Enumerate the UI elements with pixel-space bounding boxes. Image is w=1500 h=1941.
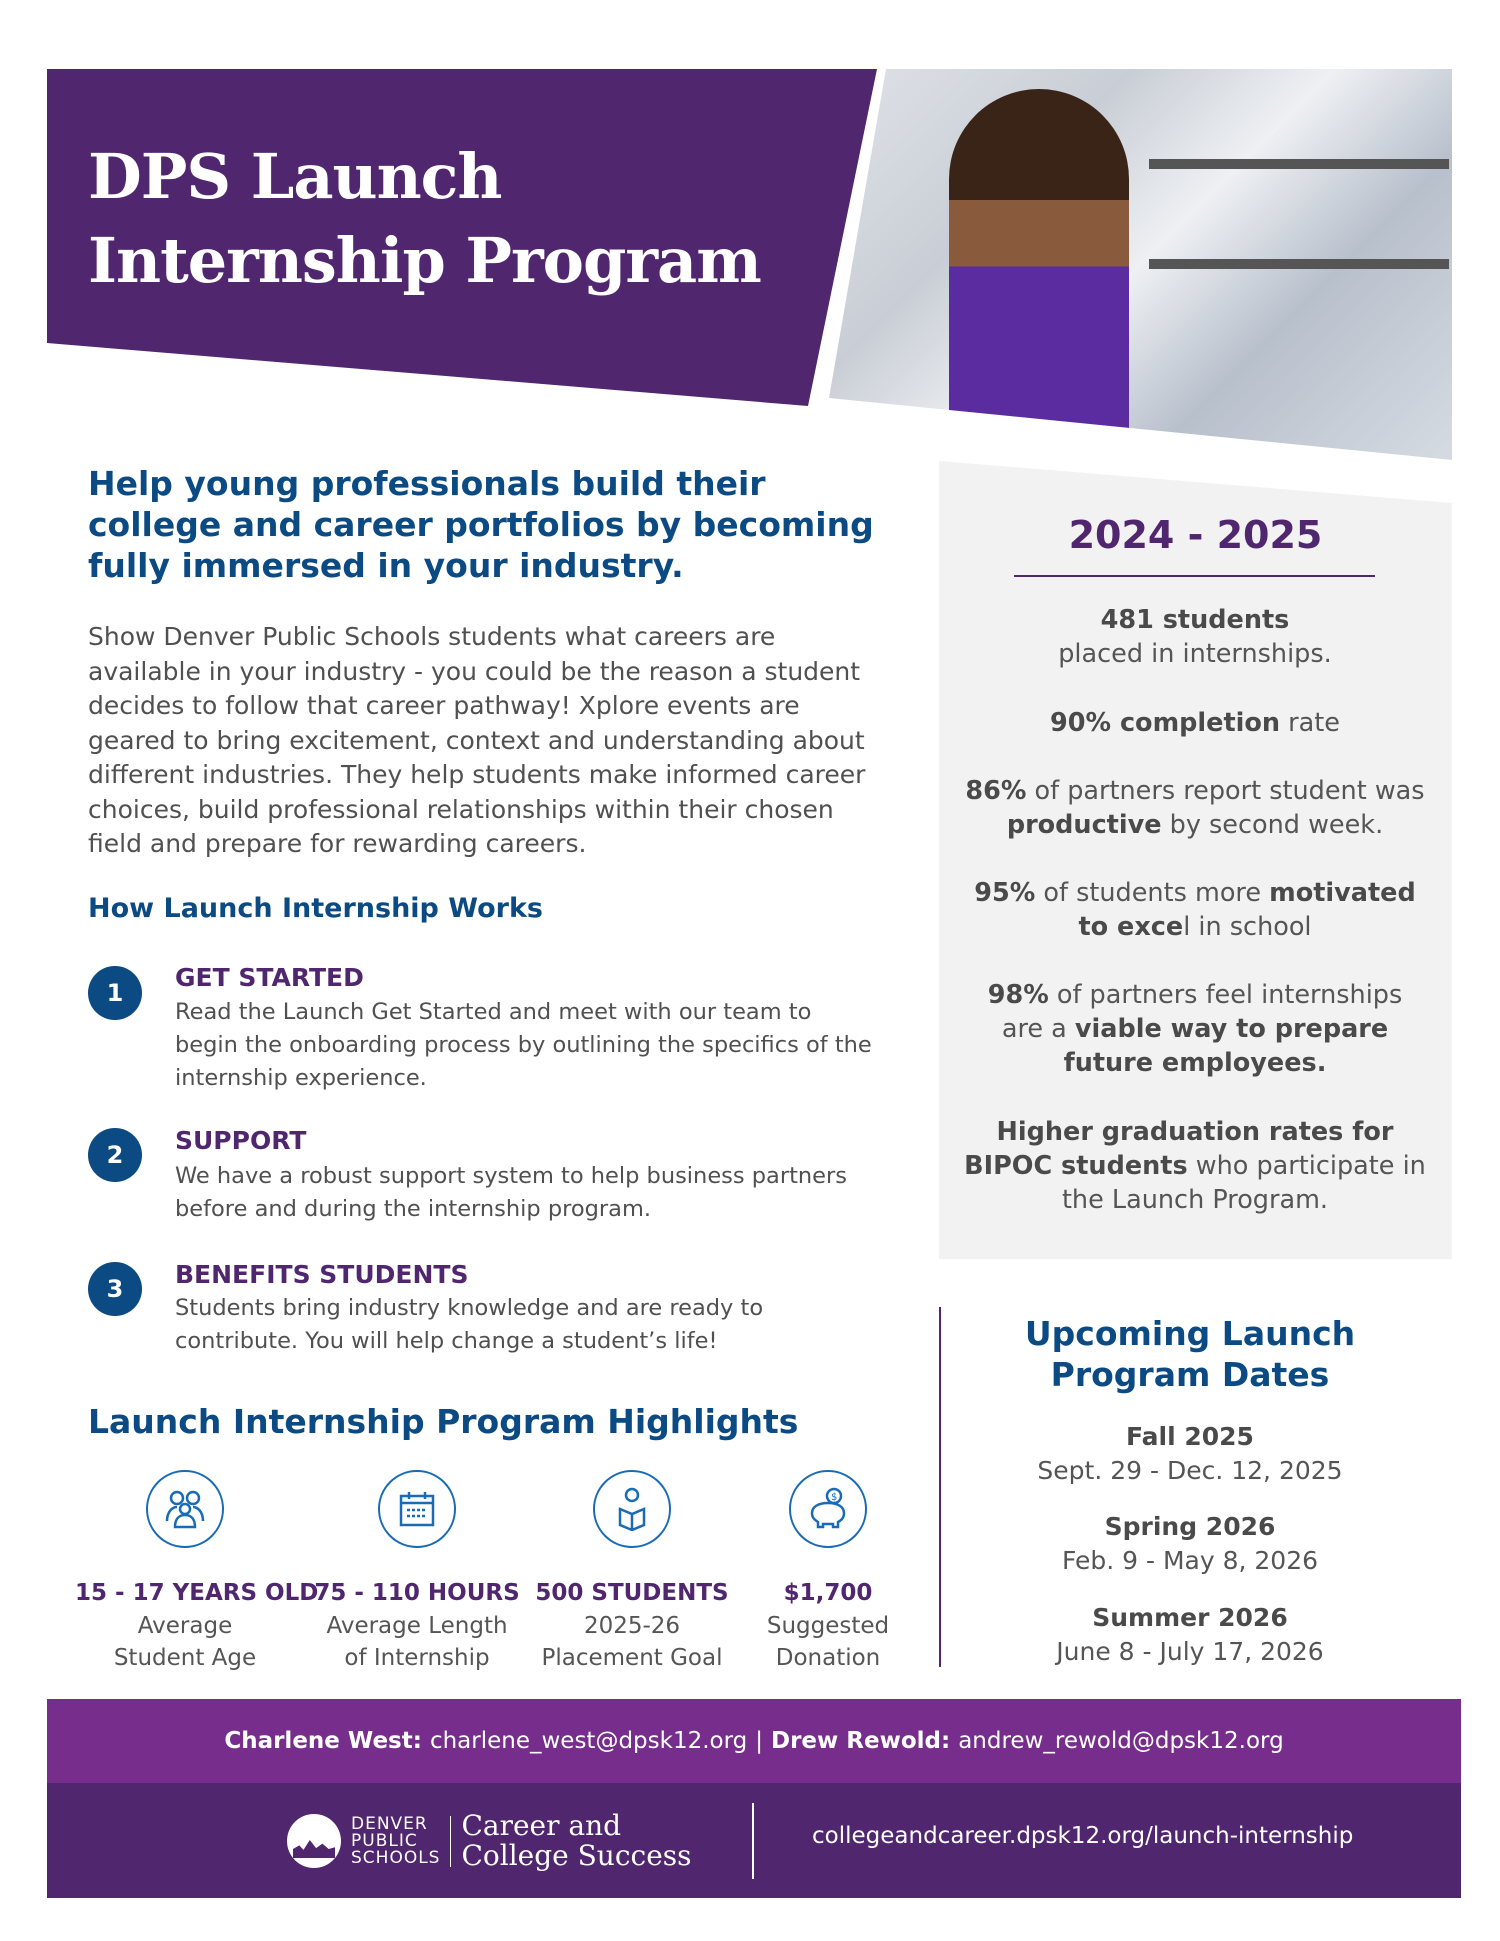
step-title: SUPPORT <box>175 1126 307 1155</box>
step-number: 2 <box>88 1128 142 1182</box>
page-title <box>88 135 761 303</box>
piggy-bank-icon <box>789 1470 867 1548</box>
separator: | <box>755 1728 763 1754</box>
step-text: We have a robust support system to help business partners before and during the internship program. <box>175 1163 847 1222</box>
stat-item: 98% of partners feel internships are a viable way to prepare future employees. <box>987 980 1403 1078</box>
highlight-label: 2025-26 <box>583 1613 681 1639</box>
ccs-wordmark: Career and College Success <box>461 1809 692 1872</box>
contact-email[interactable]: charlene_west@dpsk12.org <box>429 1728 748 1754</box>
term-fall: Fall 2025 Sept. 29 - Dec. 12, 2025 <box>1037 1422 1343 1485</box>
student-reading-icon <box>593 1470 671 1548</box>
shelf <box>1149 159 1449 169</box>
highlight-label: Placement Goal <box>541 1645 723 1671</box>
title-line-1: DPS Launch <box>88 140 502 213</box>
dps-wordmark: DENVER PUBLIC SCHOOLS <box>351 1816 451 1867</box>
stat-item: 95% of students more motivated to excel in school <box>974 878 1416 942</box>
divider <box>1014 575 1375 577</box>
highlights-heading: Launch Internship Program Highlights <box>88 1402 799 1441</box>
calendar-icon <box>378 1470 456 1548</box>
contact-email[interactable]: andrew_rewold@dpsk12.org <box>958 1728 1284 1754</box>
contact-name: Charlene West: <box>224 1728 422 1754</box>
step-number: 3 <box>88 1262 142 1316</box>
highlight-label: Student Age <box>113 1645 257 1671</box>
highlight-label: Donation <box>775 1645 881 1671</box>
highlight-label: Suggested <box>766 1613 890 1639</box>
highlight-label: Average <box>137 1613 233 1639</box>
intro-paragraph: Show Denver Public Schools students what careers are available in your industry - you could be the reason a student decides to follow that career pathway! Xplore events are geared to bring excitement, context and understanding about different industries. They help students make informed career choices, build professional relationships within their chosen field and prepare for rewarding careers. <box>88 622 866 858</box>
highlight-value: 75 - 110 HOURS <box>314 1580 520 1606</box>
highlight-students <box>522 1470 742 1674</box>
highlight-value: 500 STUDENTS <box>535 1580 729 1606</box>
highlight-donation <box>718 1470 938 1674</box>
title-line-2: Internship Program <box>88 224 761 297</box>
contact-name: Drew Rewold: <box>771 1728 951 1754</box>
student-figure <box>949 89 1129 459</box>
highlight-label: of Internship <box>344 1645 490 1671</box>
svg-text:$: $ <box>831 1492 838 1503</box>
term-spring: Spring 2026 Feb. 9 - May 8, 2026 <box>1061 1512 1319 1575</box>
stat-item: 481 students placed in internships. <box>1058 605 1332 669</box>
step-number: 1 <box>88 966 142 1020</box>
how-it-works-heading: How Launch Internship Works <box>88 893 543 924</box>
stat-item: Higher graduation rates for BIPOC students who participate in the Launch Program. <box>964 1117 1426 1215</box>
step-text: Students bring industry knowledge and are ready to contribute. You will help change a student’s life! <box>175 1295 764 1354</box>
contact-bar <box>47 1699 1461 1783</box>
dps-logo <box>287 1811 692 1871</box>
upcoming-dates-heading: Upcoming Launch Program Dates <box>1024 1314 1356 1394</box>
highlight-age <box>75 1470 319 1674</box>
highlight-label: Average Length <box>326 1613 508 1639</box>
term-summer: Summer 2026 June 8 - July 17, 2026 <box>1056 1603 1324 1666</box>
divider <box>939 1307 941 1667</box>
step-title: BENEFITS STUDENTS <box>175 1260 469 1289</box>
highlight-value: $1,700 <box>783 1580 873 1606</box>
highlight-hours <box>307 1470 527 1674</box>
intern-photo <box>829 69 1452 460</box>
dps-seal-icon <box>287 1814 341 1868</box>
people-icon <box>146 1470 224 1548</box>
footer-bar <box>47 1783 1461 1898</box>
stats-year: 2024 - 2025 <box>1068 513 1323 557</box>
stat-item: 86% of partners report student was productive by second week. <box>965 776 1425 840</box>
stat-item: 90% completion rate <box>1050 708 1340 738</box>
headline: Help young professionals build their college and career portfolios by becoming fully immersed in your industry. <box>88 464 874 585</box>
highlight-value: 15 - 17 YEARS OLD <box>75 1580 319 1606</box>
divider <box>752 1803 754 1879</box>
website-link[interactable]: collegeandcareer.dpsk12.org/launch-internship <box>812 1823 1354 1849</box>
step-title: GET STARTED <box>175 963 364 992</box>
shelf <box>1149 259 1449 269</box>
step-text: Read the Launch Get Started and meet with our team to begin the onboarding process by outlining the specifics of the internship experience. <box>175 999 872 1091</box>
